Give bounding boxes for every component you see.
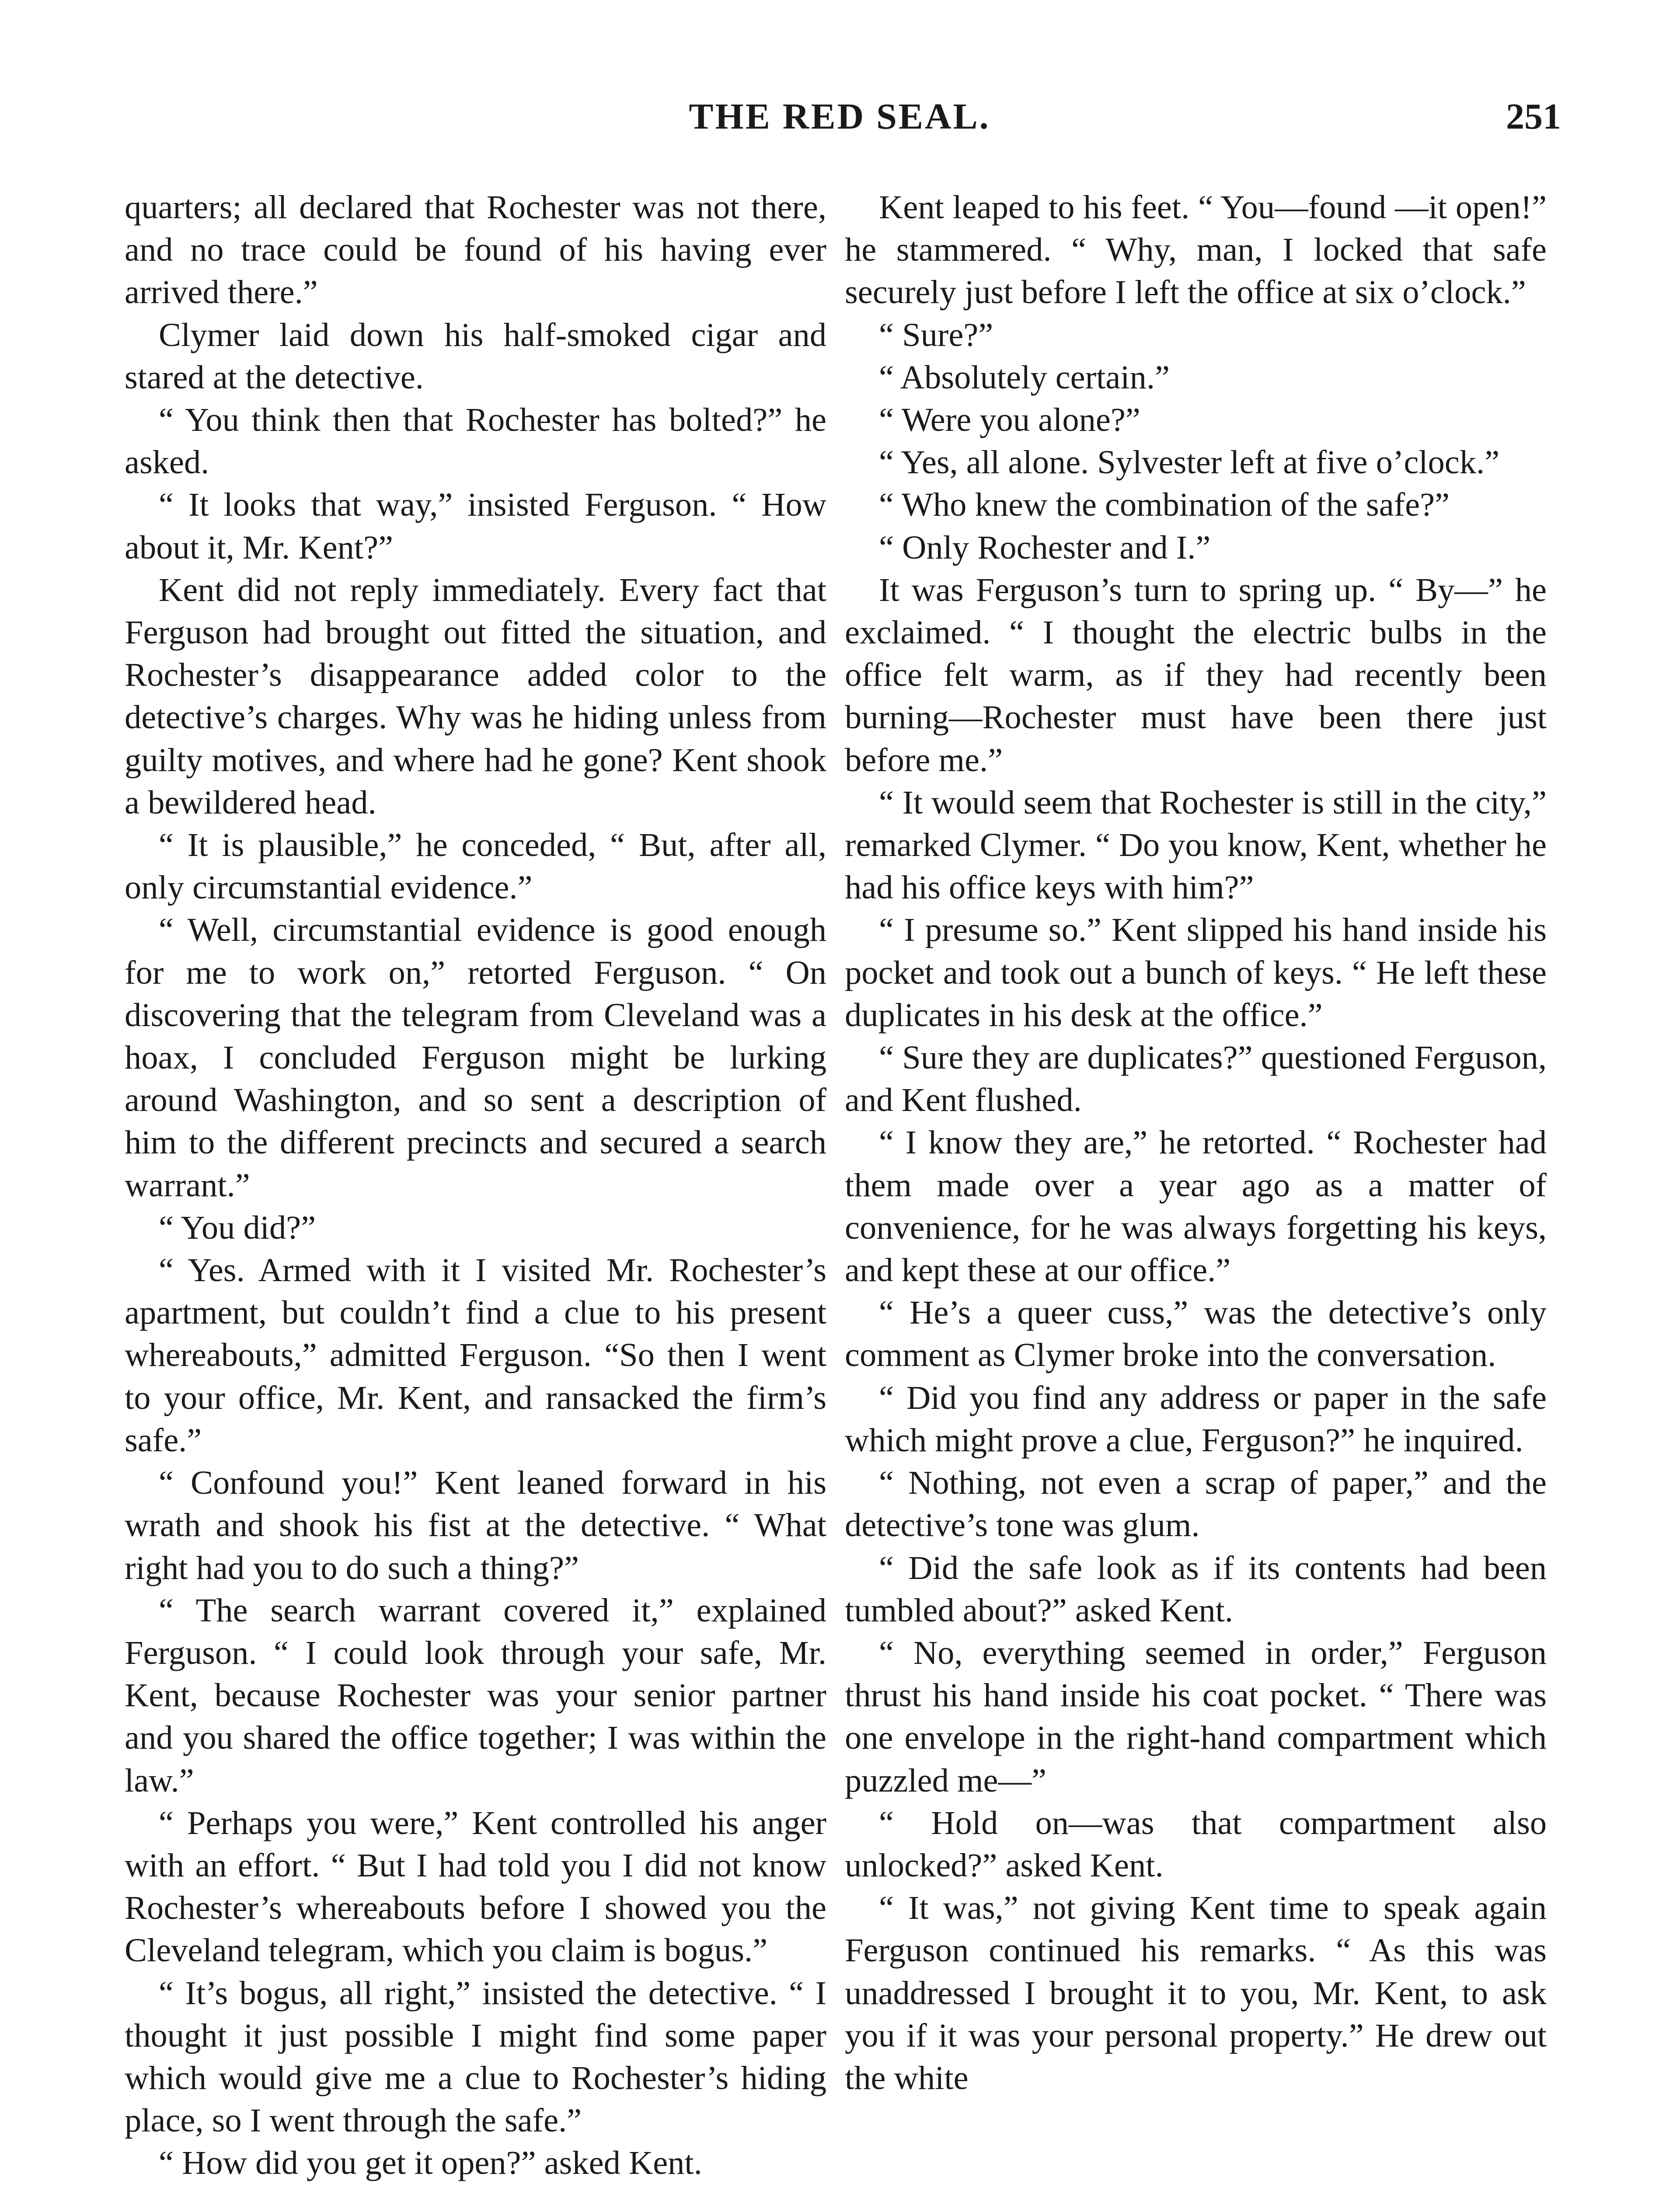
running-title: THE RED SEAL. [689, 96, 990, 137]
paragraph: “ Who knew the combination of the safe?” [879, 486, 1450, 524]
paragraph: “ Yes, all alone. Sylvester left at five o’clock.” [879, 444, 1500, 481]
paragraph: “ It looks that way,” insisted Ferguson. “ How about it, Mr. Kent?” [125, 486, 826, 566]
paragraph: “ Yes. Armed with it I visited Mr. Rochester’s apartment, but couldn’t find a clue to his present whereabouts,” admitted Ferguson. “So then I went to your office, Mr. Kent, and ransacked the firm’s safe.” [125, 1251, 826, 1459]
paragraph: “ Sure?” [879, 316, 993, 353]
paragraph: “ It is plausible,” he conceded, “ But, after all, only circumstantial evidence.” [125, 826, 826, 906]
paragraph: “ It would seem that Rochester is still in the city,” remarked Clymer. “ Do you know, Kent, whether he had his office keys with him?” [845, 783, 1547, 906]
paragraph: “ He’s a queer cuss,” was the detective’s only comment as Clymer broke into the conversation. [845, 1294, 1547, 1374]
paragraph: “ Were you alone?” [879, 401, 1140, 439]
right-column [845, 186, 1547, 2187]
paragraph: Clymer laid down his half-smoked cigar and stared at the detective. [125, 316, 826, 396]
paragraph: “ Did you find any address or paper in the safe which might prove a clue, Ferguson?” he inquired. [845, 1379, 1547, 1459]
paragraph: “ Only Rochester and I.” [879, 528, 1211, 566]
page-header [118, 83, 1561, 149]
paragraph: “ The search warrant covered it,” explained Ferguson. “ I could look through your safe, Mr. Kent, because Rochester was your senior partner and you shared the office together; I was within the law.” [125, 1591, 826, 1799]
paragraph: “ Did the safe look as if its contents had been tumbled about?” asked Kent. [845, 1549, 1547, 1629]
paragraph: It was Ferguson’s turn to spring up. “ By—” he exclaimed. “ I thought the electric bulbs in the office felt warm, as if they had recently been burning—Rochester must have been there just before me.” [845, 571, 1547, 779]
paragraph: Kent leaped to his feet. “ You—found —it open!” he stammered. “ Why, man, I locked that safe securely just before I left the office at six o’clock.” [845, 189, 1547, 311]
paragraph: “ Nothing, not even a scrap of paper,” and the detective’s tone was glum. [845, 1464, 1547, 1544]
page-number: 251 [1506, 96, 1561, 137]
paragraph [125, 2184, 826, 2187]
paragraph: “ You did?” [159, 1209, 316, 1246]
paragraph: “ You think then that Rochester has bolted?” he asked. [125, 401, 826, 481]
paragraph: “ Absolutely certain.” [879, 358, 1170, 396]
paragraph: “ Confound you!” Kent leaned forward in his wrath and shook his fist at the detective. “ What right had you to do such a thing?” [125, 1464, 826, 1586]
paragraph: “ It’s bogus, all right,” insisted the detective. “ I thought it just possible I might find some paper which would give me a clue to Rochester’s hiding place, so I went through the safe.” [125, 1974, 826, 2139]
paragraph: “ It was,” not giving Kent time to speak again Ferguson continued his remarks. “ As this was unaddressed I brought it to you, Mr. Kent, to ask you if it was your personal property.” He drew out the white [845, 1889, 1547, 2096]
paragraph: “ Hold on—was that compartment also unlocked?” asked Kent. [845, 1804, 1547, 1884]
paragraph: “ No, everything seemed in order,” Ferguson thrust his hand inside his coat pocket. “ There was one envelope in the right-hand compartment which puzzled me—” [845, 1634, 1547, 1799]
left-column [125, 186, 826, 2187]
paragraph: “ Well, circumstantial evidence is good enough for me to work on,” retorted Ferguson. “ On discovering that the telegram from Cleveland was a hoax, I concluded Ferguson might be lurking around Washington, and so sent a description of him to the different precincts and secured a search warrant.” [125, 911, 826, 1204]
paragraph: Kent did not reply immediately. Every fact that Ferguson had brought out fitted the situation, and Rochester’s disappearance added color to the detective’s charges. Why was he hiding unless from guilty motives, and where had he gone? Kent shook a bewildered head. [125, 571, 826, 821]
paragraph: “ Sure they are duplicates?” questioned Ferguson, and Kent flushed. [845, 1039, 1547, 1119]
paragraph: quarters; all declared that Rochester was not there, and no trace could be found of his having ever arrived there.” [125, 189, 826, 311]
paragraph: “ How did you get it open?” asked Kent. [159, 2144, 702, 2182]
paragraph: “ I presume so.” Kent slipped his hand inside his pocket and took out a bunch of keys. “ He left these duplicates in his desk at the office.” [845, 911, 1547, 1034]
paragraph: “ I know they are,” he retorted. “ Rochester had them made over a year ago as a matter of convenience, for he was always forgetting his keys, and kept these at our office.” [845, 1124, 1547, 1289]
paragraph: “ Perhaps you were,” Kent controlled his anger with an effort. “ But I had told you I did not know Rochester’s whereabouts before I showed you the Cleveland telegram, which you claim is bogus.” [125, 1804, 826, 1969]
